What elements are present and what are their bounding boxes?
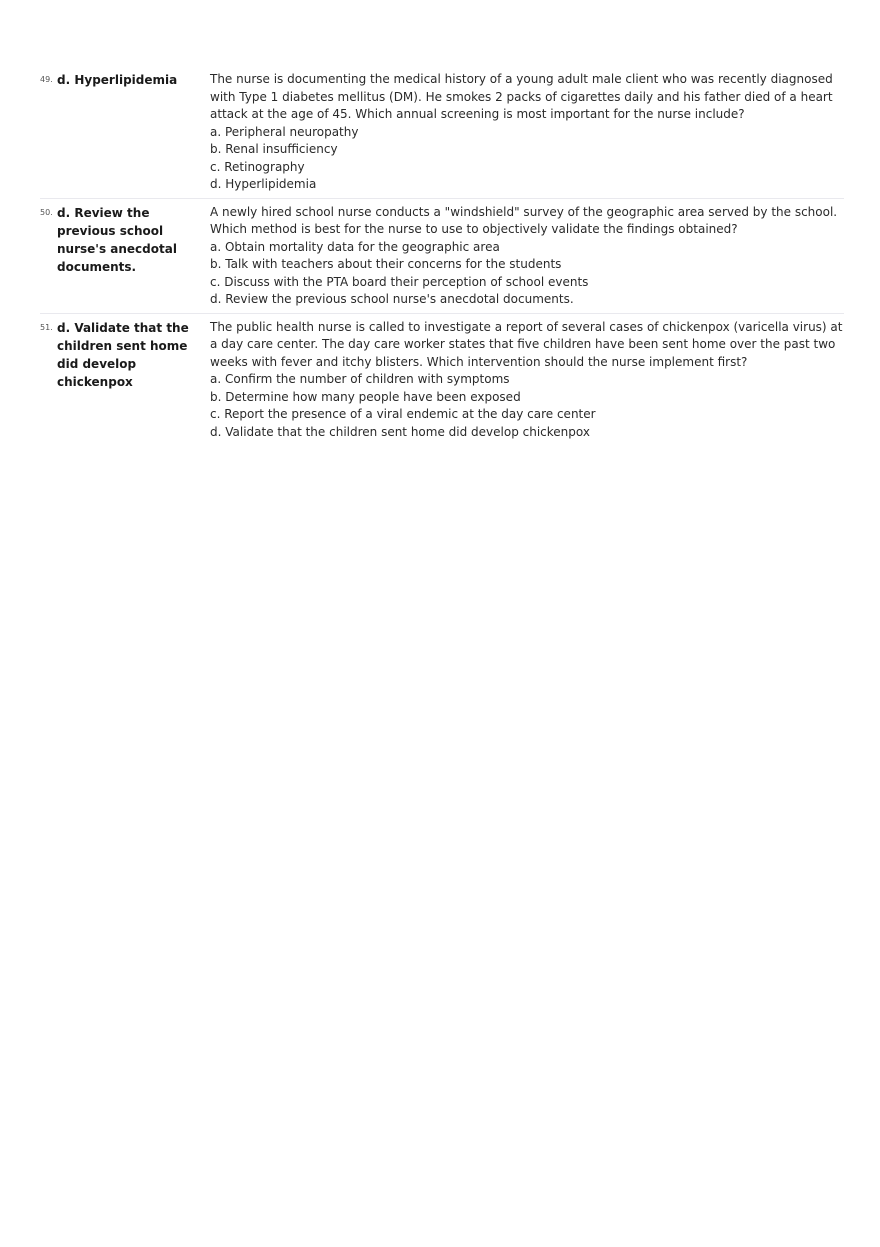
card-number: 50.: [40, 207, 53, 217]
question-column: [210, 71, 844, 194]
option-a: a. Peripheral neuropathy: [210, 124, 359, 139]
flashcard-list: [40, 70, 844, 445]
option-b: b. Determine how many people have been exposed: [210, 389, 521, 404]
answer-term: d. Hyperlipidemia: [57, 73, 178, 87]
card-number: 49.: [40, 75, 53, 84]
option-c: c. Discuss with the PTA board their perception of school events: [210, 274, 589, 289]
term-column: [40, 319, 210, 391]
option-b: b. Renal insufficiency: [210, 142, 338, 156]
question-text: The public health nurse is called to investigate a report of several cases of chickenpox (varicella virus) at a day care center. The day care worker states that five children have been sent home over the past two weeks with fever and itchy blisters. Which intervention should the nurse implement first?: [210, 319, 843, 369]
card-number: 51.: [40, 322, 53, 332]
option-c: c. Retinography: [210, 159, 305, 174]
question-text: The nurse is documenting the medical history of a young adult male client who was recently diagnosed with Type 1 diabetes mellitus (DM). He smokes 2 packs of cigarettes daily and his father died of a heart attack at the age of 45. Which annual screening is most important for the nurse include?: [210, 72, 833, 121]
option-c: c. Report the presence of a viral endemic at the day care center: [210, 407, 596, 421]
term-column: [40, 71, 210, 89]
option-d: d. Review the previous school nurse's anecdotal documents.: [210, 292, 574, 306]
question-column: [210, 319, 844, 442]
option-d: d. Hyperlipidemia: [210, 177, 317, 191]
card-row-49: [40, 70, 844, 199]
card-row-51: [40, 314, 844, 446]
option-d: d. Validate that the children sent home did develop chickenpox: [210, 424, 590, 439]
option-a: a. Confirm the number of children with symptoms: [210, 372, 510, 386]
card-row-50: [40, 199, 844, 314]
question-column: [210, 204, 844, 309]
answer-term: d. Validate that the children sent home did develop chickenpox: [57, 320, 189, 389]
option-b: b. Talk with teachers about their concerns for the students: [210, 257, 562, 271]
option-a: a. Obtain mortality data for the geographic area: [210, 239, 500, 254]
answer-term: d. Review the previous school nurse's anecdotal documents.: [57, 205, 177, 274]
question-text: A newly hired school nurse conducts a "windshield" survey of the geographic area served by the school. Which method is best for the nurse to use to objectively validate the findings obtained?: [210, 204, 838, 236]
term-column: [40, 204, 210, 276]
